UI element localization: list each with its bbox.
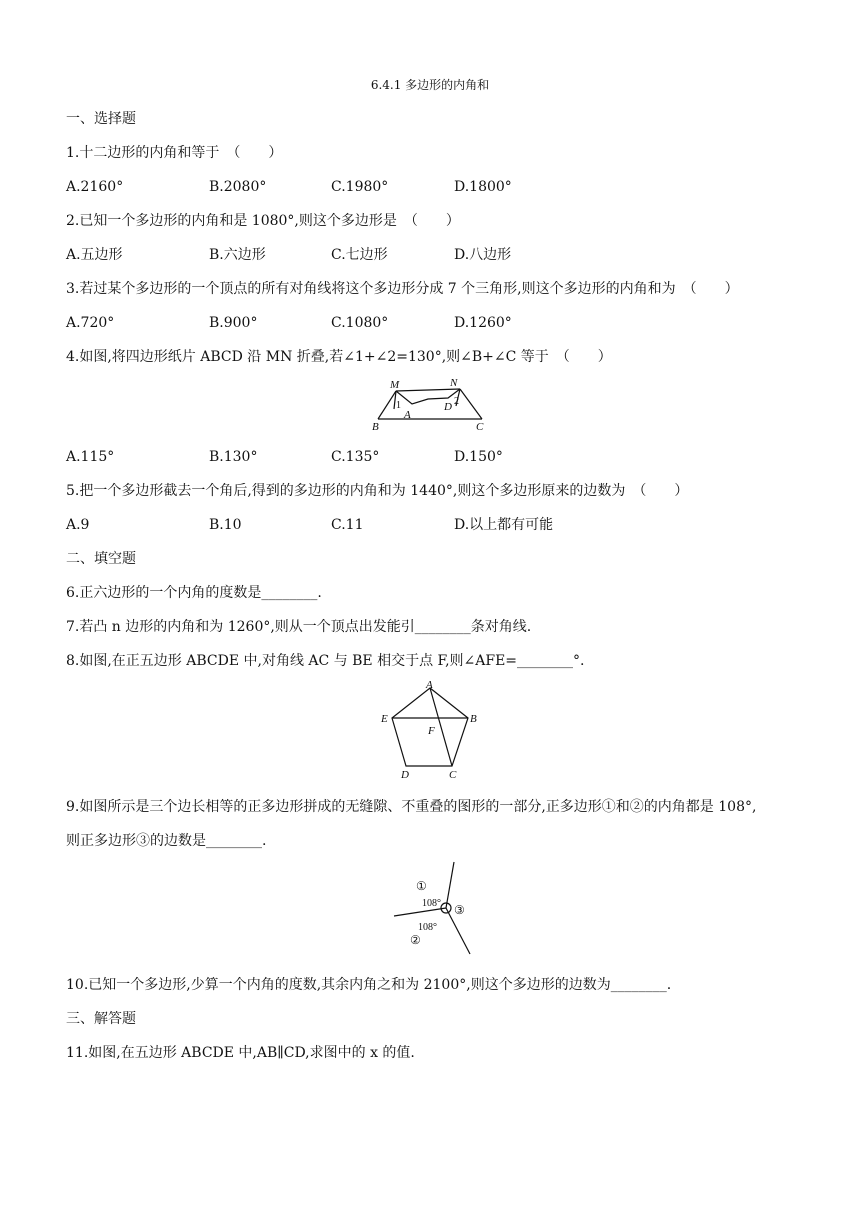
question-11: 11.如图,在五边形 ABCDE 中,AB∥CD,求图中的 x 的值. [66,1045,415,1061]
q2-option-d: D.八边形 [454,247,512,263]
question-3: 3.若过某个多边形的一个顶点的所有对角线将这个多边形分成 7 个三角形,则这个多边形的内角和为 （ ） [66,281,739,297]
label-b: B [470,713,477,725]
question-9-line-2: 则正多边形③的边数是________. [66,833,267,849]
label-e: E [381,713,388,725]
section-heading-choice: 一、选择题 [66,111,136,127]
polygon-tiling-figure [390,860,480,960]
label-angle-108-top: 108° [422,898,441,909]
q3-option-d: D.1260° [454,315,512,331]
page-title: 6.4.1 多边形的内角和 [370,78,490,92]
q3-option-b: B.900° [209,315,258,331]
question-8: 8.如图,在正五边形 ABCDE 中,对角线 AC 与 BE 相交于点 F,则∠AFE=________°. [66,653,585,669]
section-heading-fill: 二、填空题 [66,551,136,567]
q5-option-d: D.以上都有可能 [454,517,554,533]
question-5: 5.把一个多边形截去一个角后,得到的多边形的内角和为 1440°,则这个多边形原来的边数为 （ ） [66,483,689,499]
label-angle-2: 2 [454,396,459,407]
q4-option-b: B.130° [209,449,258,465]
q5-option-c: C.11 [331,517,364,533]
label-d: D [401,769,409,781]
q2-option-c: C.七边形 [331,247,388,263]
label-a: A [426,679,433,691]
question-1: 1.十二边形的内角和等于 （ ） [66,145,283,161]
q3-option-a: A.720° [66,315,115,331]
label-a: A [404,409,411,421]
label-polygon-3: ③ [454,903,465,917]
q1-option-b: B.2080° [209,179,267,195]
label-b: B [372,421,379,432]
label-m: M [390,379,400,391]
section-heading-answer: 三、解答题 [66,1011,136,1027]
question-6: 6.正六边形的一个内角的度数是________. [66,585,322,601]
question-9-line-1: 9.如图所示是三个边长相等的正多边形拼成的无缝隙、不重叠的图形的一部分,正多边形①和②的内角都是 108°, [66,799,757,815]
label-n: N [450,377,458,389]
folded-quadrilateral-figure [370,374,500,432]
label-polygon-2: ② [410,933,421,947]
question-10: 10.已知一个多边形,少算一个内角的度数,其余内角之和为 2100°,则这个多边形的边数为________. [66,977,672,993]
q4-option-d: D.150° [454,449,503,465]
q3-option-c: C.1080° [331,315,389,331]
label-c: C [476,421,484,432]
q1-option-a: A.2160° [66,179,124,195]
q4-option-c: C.135° [331,449,380,465]
question-2: 2.已知一个多边形的内角和是 1080°,则这个多边形是 （ ） [66,213,460,229]
q2-option-b: B.六边形 [209,247,266,263]
label-c: C [449,769,457,781]
q4-option-a: A.115° [66,449,115,465]
pentagon-figure [376,678,484,782]
q1-option-d: D.1800° [454,179,512,195]
q2-option-a: A.五边形 [66,247,123,263]
label-angle-1: 1 [396,400,401,411]
q5-option-b: B.10 [209,517,242,533]
label-polygon-1: ① [416,879,427,893]
label-f: F [428,725,435,737]
q1-option-c: C.1980° [331,179,389,195]
question-7: 7.若凸 n 边形的内角和为 1260°,则从一个顶点出发能引________条对角线. [66,619,532,635]
label-angle-108-bottom: 108° [418,922,437,933]
question-4: 4.如图,将四边形纸片 ABCD 沿 MN 折叠,若∠1+∠2=130°,则∠B+∠C 等于 （ ） [66,349,612,365]
label-d: D [444,401,452,413]
q5-option-a: A.9 [66,517,90,533]
